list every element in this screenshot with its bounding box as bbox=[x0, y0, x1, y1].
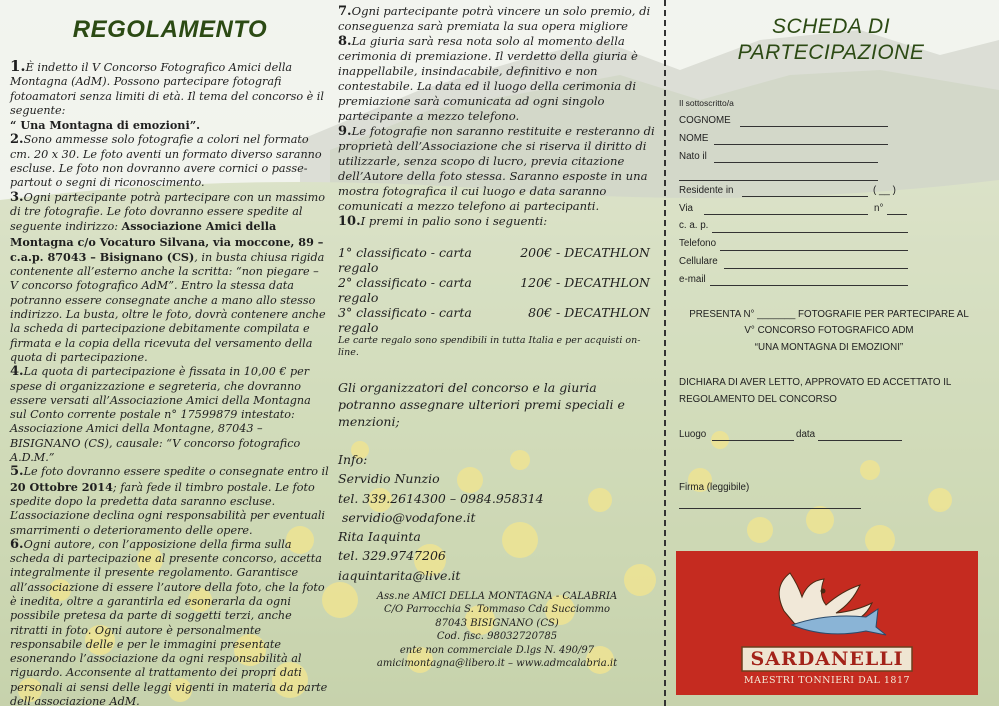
prize-amount: 120€ bbox=[520, 275, 552, 290]
dichiara-text: REGOLAMENTO DEL CONCORSO bbox=[679, 394, 837, 405]
presenta-text: PRESENTA N° _______ FOTOGRAFIE PER PARTECIPARE AL bbox=[689, 309, 969, 320]
fold-line bbox=[664, 0, 666, 706]
email-field[interactable] bbox=[710, 285, 908, 286]
nato-label: Nato il bbox=[679, 151, 707, 162]
rule-text: La giuria sarà resa nota solo al momento della cerimonia di premiazione. Il verdetto della giuria è inappellabile, insindacabile, definitivo e non contestabile. La data ed il luogo della cerimonia di premiazione sarà comunicata ad ogni singolo partecipante a mezzo telefono. bbox=[338, 34, 638, 123]
address-contacts[interactable]: amicimontagna@libero.it – www.admcalabria.it bbox=[376, 658, 618, 670]
rule-8 bbox=[338, 34, 656, 124]
rule-theme: “ Una Montagna di emozioni”. bbox=[10, 118, 201, 133]
prize-row bbox=[338, 305, 656, 335]
rule-number: 9. bbox=[338, 124, 352, 139]
middle-column bbox=[338, 4, 656, 670]
rule-number: 8. bbox=[338, 34, 352, 49]
telefono-field[interactable] bbox=[720, 250, 908, 251]
cognome-field[interactable] bbox=[740, 126, 888, 127]
regolamento-column bbox=[10, 16, 330, 709]
scheda-title-line: PARTECIPAZIONE bbox=[737, 41, 925, 64]
rule-2 bbox=[10, 133, 330, 190]
scheda-title bbox=[676, 14, 986, 66]
sponsor-name: SARDANELLI bbox=[750, 648, 904, 670]
nome-field[interactable] bbox=[714, 144, 888, 145]
via-field[interactable] bbox=[704, 214, 868, 215]
rule-number: 3. bbox=[10, 189, 24, 205]
special-prizes: Gli organizzatori del concorso e la giuria potranno assegnare ulteriori premi speciali e menzioni; bbox=[338, 380, 625, 429]
association-address bbox=[338, 590, 656, 670]
rule-deadline: 20 Ottobre 2014 bbox=[10, 479, 113, 494]
griffin-emblem-icon bbox=[676, 551, 978, 695]
rule-text: Le foto dovranno essere spedite o consegnate entro il bbox=[23, 465, 329, 479]
rule-number: 1. bbox=[10, 57, 26, 75]
address-line: 87043 BISIGNANO (CS) bbox=[435, 617, 559, 629]
nome-label: NOME bbox=[679, 133, 709, 144]
rule-4 bbox=[10, 365, 330, 465]
rule-text-cont: , in busta chiusa rigida contenente all’esterno anche la scritta: “non piegare – V concorso fotografico AdM”. Entro la stessa data potranno essere consegnate anche a mano allo stesso indirizzo. La busta, oltre le foto, dovrà contenere anche la scheda di partecipazione debitamente compilata e firmata e la copia della ricevuta del versamento della quota di partecipazione. bbox=[10, 250, 326, 364]
residente-label: Residente in bbox=[679, 185, 734, 196]
rule-number: 6. bbox=[10, 536, 24, 552]
subscriber-label: Il sottoscritto/a bbox=[679, 98, 734, 108]
address-line: C/O Parrocchia S. Tommaso Cda Succiommo bbox=[383, 604, 611, 616]
prize-place: 1° classificato - carta regalo bbox=[338, 245, 472, 275]
sponsor-logo bbox=[676, 551, 978, 695]
rule-text: Ogni partecipante potrà vincere un solo premio, di conseguenza sarà premiata la sua opera migliore bbox=[338, 4, 651, 33]
rule-text: La quota di partecipazione è fissata in 10,00 € per spese di organizzazione e segreteria, che dovranno essere versati all’Associazione Amici della Montagna sul Conto corrente postale n° 17599879 intestato: Associazione Amici della Montagne, 87043 – BISIGNANO (CS), causale: “V concorso fotografico A.D.M.” bbox=[10, 365, 311, 465]
contact-phone: tel. 329.9747206 bbox=[338, 548, 446, 564]
numero-label: n° bbox=[874, 203, 884, 214]
rule-text-cont: ; farà fede il timbro postale. Le foto spedite dopo la predetta data saranno escluse. L’associazione declina ogni responsabilità per eventuali smarrimenti o deterioramento delle opere. bbox=[10, 480, 325, 537]
email-label: e-mail bbox=[679, 274, 706, 285]
concorso-theme: “UNA MONTAGNA DI EMOZIONI” bbox=[754, 342, 904, 353]
contact-email[interactable]: iaquintarita@live.it bbox=[338, 567, 461, 583]
telefono-label: Telefono bbox=[679, 238, 717, 249]
rule-1 bbox=[10, 59, 330, 133]
prize-row bbox=[338, 245, 656, 275]
rule-6 bbox=[10, 538, 330, 709]
nato-field-continued[interactable] bbox=[679, 180, 878, 181]
cap-label: c. a. p. bbox=[679, 220, 709, 231]
prize-amount: 200€ bbox=[520, 245, 552, 260]
rule-3 bbox=[10, 191, 330, 366]
concorso-name: V° CONCORSO FOTOGRAFICO ADM bbox=[744, 325, 914, 336]
info-label: Info: bbox=[338, 452, 368, 467]
numero-field[interactable] bbox=[887, 214, 907, 215]
rule-address: Associazione Amici della Montagna c/o Vocaturo Silvana, via moccone, 89 – c.a.p. 87043 – Bisignano (CS) bbox=[10, 219, 324, 264]
firma-label: Firma (leggibile) bbox=[679, 482, 750, 493]
prize-store: - DECATHLON bbox=[556, 305, 650, 320]
rule-text: Ogni autore, con l’apposizione della firma sulla scheda di partecipazione al presente concorso, accetta integralmente il presente regolamento. Garantisce all’associazione di essere l’autore della foto, che la foto è inedita, oltre a garantirla ed esonerarla da ogni possibile pretesa da parte di soggetti terzi, anche ritratti in foto. Ogni autore è personalmente responsabile delle e per le immagini presentate esonerando l’associazione da ogni responsabilità al riguardo. Acconsente al trattamento dei propri dati personali ai sensi delle leggi vigenti in materia da parte dell’associazione AdM. bbox=[10, 537, 328, 709]
rule-text: È indetto il V Concorso Fotografico Amici della Montagna (AdM). Possono partecipare fotografi fotoamatori senza limiti di età. Il tema del concorso è il seguente: bbox=[10, 61, 324, 117]
contact-info bbox=[338, 450, 656, 585]
rule-text: Le fotografie non saranno restituite e resteranno di proprietà dell’Associazione che si riserva il diritto di utilizzarle, senza scopo di lucro, previa citazione dell’Autore della foto stessa. Saranno esposte in una mostra fotografica il cui luogo e data saranno comunicati a mezzo telefono ai partecipanti. bbox=[338, 124, 655, 213]
rule-number: 10. bbox=[338, 214, 361, 229]
prize-place: 2° classificato - carta regalo bbox=[338, 275, 472, 305]
data-label: data bbox=[796, 429, 816, 440]
scheda-title-line: SCHEDA DI bbox=[771, 15, 891, 38]
prize-store: - DECATHLON bbox=[556, 245, 650, 260]
residente-field[interactable] bbox=[742, 196, 868, 197]
cellulare-label: Cellulare bbox=[679, 256, 718, 267]
via-label: Via bbox=[679, 203, 693, 214]
firma-field[interactable] bbox=[679, 508, 861, 509]
contact-phone: tel. 339.2614300 – 0984.958314 bbox=[338, 490, 544, 506]
prize-row bbox=[338, 275, 656, 305]
prize-store: - DECATHLON bbox=[556, 275, 650, 290]
rule-text: Sono ammesse solo fotografie a colori nel formato cm. 20 x 30. Le foto aventi un formato diverso saranno escluse. Le foto non dovranno avere cornici o passe-partout o segni di riconoscimento. bbox=[10, 133, 322, 190]
rule-number: 5. bbox=[10, 464, 24, 480]
contact-email[interactable]: servidio@vodafone.it bbox=[338, 509, 476, 525]
scheda-column bbox=[676, 8, 986, 548]
rule-number: 7. bbox=[338, 4, 352, 19]
provincia-field[interactable]: ( __ ) bbox=[873, 185, 896, 196]
cognome-label: COGNOME bbox=[679, 115, 731, 126]
rule-number: 2. bbox=[10, 132, 24, 148]
contact-name: Servidio Nunzio bbox=[338, 471, 440, 487]
dichiara-text: DICHIARA DI AVER LETTO, APPROVATO ED ACCETTATO IL bbox=[679, 377, 952, 388]
prize-place: 3° classificato - carta regalo bbox=[338, 305, 472, 335]
rule-9 bbox=[338, 124, 656, 214]
rule-5 bbox=[10, 465, 330, 537]
luogo-field[interactable] bbox=[712, 440, 794, 441]
prize-amount: 80€ bbox=[528, 305, 552, 320]
contact-name: Rita Iaquinta bbox=[338, 529, 421, 545]
sponsor-tagline: MAESTRI TONNIERI DAL 1817 bbox=[743, 675, 911, 686]
luogo-label: Luogo bbox=[679, 429, 707, 440]
nato-field[interactable] bbox=[714, 162, 878, 163]
address-line: Cod. fisc. 98032720785 bbox=[436, 631, 558, 643]
rule-number: 4. bbox=[10, 364, 24, 380]
cellulare-field[interactable] bbox=[724, 268, 908, 269]
regolamento-title: REGOLAMENTO bbox=[72, 16, 268, 43]
data-field[interactable] bbox=[818, 440, 902, 441]
address-line: Ass.ne AMICI DELLA MONTAGNA - CALABRIA bbox=[376, 591, 618, 602]
rule-text: Ogni partecipante potrà partecipare con un massimo di tre fotografie. Le foto dovranno essere spedite al seguente indirizzo: bbox=[10, 190, 325, 234]
rule-text: I premi in palio sono i seguenti: bbox=[360, 214, 548, 228]
cap-field[interactable] bbox=[712, 232, 908, 233]
prize-note: Le carte regalo sono spendibili in tutta Italia e per acquisti on-line. bbox=[338, 335, 641, 358]
rule-10 bbox=[338, 214, 656, 229]
address-line: ente non commerciale D.lgs N. 490/97 bbox=[399, 644, 595, 656]
rule-7 bbox=[338, 4, 656, 34]
